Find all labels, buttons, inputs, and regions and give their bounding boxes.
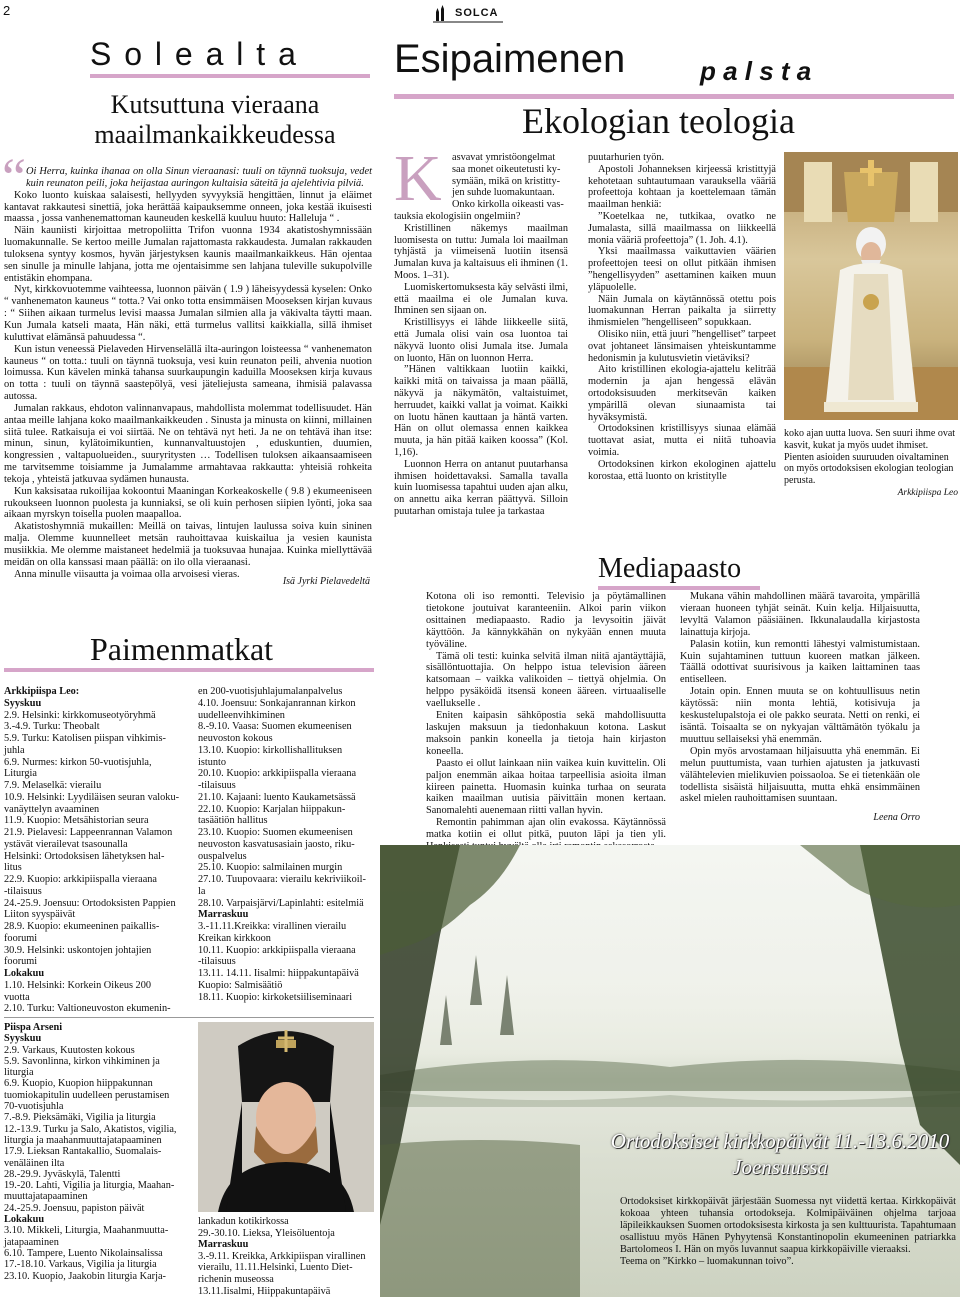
solealta-signature: Isä Jyrki Pielavedeltä xyxy=(282,576,370,587)
quote-mark-icon: “ xyxy=(2,147,26,207)
schedule-entry: 21.9. Pielavesi: Lappeenrannan Valamon xyxy=(4,827,173,838)
solealta-paragraph: Näin kauniisti kirjoittaa metropoliitta Trifon vuonna 1934 akatistoshymnissään luomakunnalle. Se kertoo meille Jumalan rajattomasta rakkaudesta. Jumalan rakkauden tuloksena syntyy kosmos, hyvän järjestyksen kaunis maailmankaikkeus. Hän ojentaa sen sinulle ja minulle lahjana, jotta me ojentaisimme sen lahjana tuleville sukupolville entistäkin ehompana. xyxy=(4,225,372,284)
kirkkopaivat-text: Ortodoksiset kirkkopäivät järjestään Suomessa nyt viidettä kertaa. Kirkkopäivät kokoaa yhteen tuhansia ortodokseja. Kolmipäiväinen ohjelma tarjoaa läpileikkauksen Suomen ortodoksisesta kirkosta ja sen kulttuurista. Tapahtumaan osallistuu myös Hänen Pyhyytensä Konstantinopolin ekumeeninen patriarkka Bartolomeos I. Hän on myös luvannut saapua kirkkopäiville vieraaksi. Teema on ”Kirkko – luomakunnan toivo”. xyxy=(620,1196,956,1267)
schedule-entry: Liturgia xyxy=(4,768,37,780)
schedule-entry: 27.10. Tuupovaara: vierailu kekriviikoil- xyxy=(198,874,366,885)
schedule-entry: liturgia xyxy=(4,1067,34,1079)
schedule-entry: 3.-9.11. Kreikka, Arkkipiispan virallinen xyxy=(198,1250,366,1262)
paimenmatkat-title: Paimenmatkat xyxy=(90,631,274,667)
drop-cap: K xyxy=(394,142,442,215)
schedule-entry: 5.9. Savonlinna, kirkon vihkiminen ja xyxy=(4,1055,160,1067)
schedule-entry: 19.-20. Lahti, Vigilia ja liturgia, Maahan- xyxy=(4,1180,175,1192)
schedule-entry: 30.9. Helsinki: uskontojen johtajien xyxy=(4,944,152,956)
schedule-entry: tasäätiön hallitus xyxy=(198,815,268,827)
schedule-entry: muuttajatapaaminen xyxy=(4,1191,88,1203)
schedule-entry: 6.10. Tampere, Luento Nikolainsalissa xyxy=(4,1247,163,1259)
schedule-entry: 28.9. Kuopio: ekumeeninen paikallis- xyxy=(4,921,160,932)
schedule-entry: Lokakuu xyxy=(4,968,45,979)
schedule-entry: 13.11. 14.11. Iisalmi: hiippakuntapäivä xyxy=(198,968,359,979)
schedule-entry: 24.-25.9. Joensuu: Ortodoksisten Pappien xyxy=(4,897,176,909)
schedule-entry: 24.-25.9. Joensuu, papiston päivät xyxy=(4,1202,145,1214)
solealta-body xyxy=(4,166,372,581)
schedule-entry: uudelleenvihkiminen xyxy=(198,709,285,721)
solealta-paragraph: Anna minulle viisautta ja voimaa olla arvoisesi vieras. xyxy=(14,568,240,580)
bishop-arseni-photo xyxy=(198,1022,374,1212)
schedule-entry: istunto xyxy=(198,756,227,768)
schedule-entry: 3.-11.11.Kreikka: virallinen vierailu xyxy=(198,921,347,932)
solealta-intro: Oi Herra, kuinka ihanaa on olla Sinun vieraanasi: tuuli on täynnä tuoksuja, vedet kuin reunaton peili, joka heijastaa auringon kultaisia säteitä ja ajelehtivia pilviä. xyxy=(26,166,372,189)
schedule-entry: 8.-9.10. Vaasa: Suomen ekumeenisen xyxy=(198,721,352,733)
schedule-entry: -tilaisuus xyxy=(198,956,236,968)
schedule-entry: Kreikan kirkkoon xyxy=(198,932,271,944)
schedule-entry: 70-vuotisjuhla xyxy=(4,1101,64,1113)
schedule-entry: foorumi xyxy=(4,956,38,968)
solealta-paragraph: Jumalan rakkaus, ehdoton valinnanvapaus, mahdollista molemmat todellisuudet. Hän antaa meille lahjana koko maailmankaikkeuden . Sinusta ja minusta on kiinni, millainen siitä tulee. Ratkaisuja ei voi siirtää. Ne on tehtävä nyt heti. Ja ne on tehtävä ihan itse: minun, sinun, kylätoimikuntien, kunnanvaltuustojen , eduskuntien, duumien, kongressien , valtapuolueiden., suuryritysten … Todellisen tuloksen aikaansaamiseen me tarvitsemme toisiamme ja Jumalamme armahtavaa rakkautta: yhteisiä rohkeita tekoja , yhteistä jatkuvaa sydämen hunausta. xyxy=(4,402,372,485)
schedule-entry: richenin museossa xyxy=(198,1273,274,1285)
schedule-entry: 3.10. Mikkeli, Liturgia, Maahanmuutta- xyxy=(4,1225,169,1237)
mediapaasto-signature: Leena Orro xyxy=(873,812,920,823)
schedule-entry: vuotta xyxy=(4,991,30,1003)
schedule-entry: 3.-4.9. Turku: Theobalt xyxy=(4,721,100,733)
schedule-entry: juhla xyxy=(4,744,25,756)
mediapaasto-title: Mediapaasto xyxy=(598,553,742,584)
schedule-entry: 13.10. Kuopio: kirkollishallituksen xyxy=(198,744,343,756)
paimenmatkat-rule xyxy=(4,668,374,672)
schedule-entry: 2.9. Varkaus, Kuutosten kokous xyxy=(4,1044,135,1056)
schedule-entry: Liiton syyspäivät xyxy=(4,909,76,921)
schedule-entry: ouspalvelus xyxy=(198,850,247,862)
schedule-entry: venäläinen ilta xyxy=(4,1157,65,1169)
schedule-entry: 5.9. Turku: Katolisen piispan vihkimis- xyxy=(4,733,166,744)
esipaimenen-rule xyxy=(394,94,954,99)
esipaimenen-title: Esipaimenen xyxy=(394,37,626,81)
schedule-entry: Helsinki: Ortodoksisen lähetyksen hal- xyxy=(4,850,165,862)
page-number: 2 xyxy=(3,3,11,18)
schedule-entry: -tilaisuus xyxy=(198,780,236,791)
schedule-entry: litus xyxy=(4,862,22,874)
schedule-entry: neuvoston kokous xyxy=(198,733,273,744)
schedule-entry: 2.9. Helsinki: kirkkomuseotyöryhmä xyxy=(4,709,156,721)
schedule-entry: en 200-vuotisjuhlajumalanpalvelus xyxy=(198,686,343,697)
schedule-entry: lankadun kotikirkossa xyxy=(198,1216,289,1227)
paimenmatkat-col2 xyxy=(198,686,374,1003)
schedule-entry: Piispa Arseni xyxy=(4,1022,63,1033)
schedule-entry: 17.-18.10. Varkaus, Vigilia ja liturgia xyxy=(4,1259,157,1271)
mediapaasto-rule xyxy=(598,586,760,590)
paimenmatkat-col1 xyxy=(4,686,180,1015)
schedule-entry: Syyskuu xyxy=(4,697,42,709)
schedule-entry: 2.10. Turku: Valtioneuvoston ekumenin- xyxy=(4,1003,171,1015)
archbishop-leo-photo xyxy=(784,152,958,420)
schedule-entry: 29.-30.10. Lieksa, Yleisöluentoja xyxy=(198,1227,335,1239)
schedule-entry: 25.10. Kuopio: salmilainen murgin xyxy=(198,862,343,874)
schedule-entry: tuomiokapitulin uudelleen perustamisen xyxy=(4,1089,170,1101)
schedule-entry: liturgia ja maahanmuuttajatapaaminen xyxy=(4,1134,162,1146)
schedule-entry: Marraskuu xyxy=(198,909,249,921)
schedule-entry: 10.11. Kuopio: arkkipiispalla vieraana xyxy=(198,944,356,956)
schedule-entry: Lokakuu xyxy=(4,1214,45,1226)
paimenmatkat-divider xyxy=(4,1017,374,1018)
masthead-logo: SOLCA xyxy=(433,4,503,24)
schedule-entry: neuvoston kasvatusasiain jaosto, riku- xyxy=(198,838,355,850)
schedule-entry: ystävät vierailevat tsasounalla xyxy=(4,838,128,850)
solealta-rule xyxy=(90,74,370,78)
schedule-entry: 17.9. Lieksan Rantakallio, Suomalais- xyxy=(4,1146,162,1158)
solealta-paragraph: Koko luonto kuiskaa salaisesti, hellyyden syvyyksiä hengittäen, linnut ja eläimet kantavat rakkautesi sinettiä, joka herättää kaipauksemme onneen, joka kestää ikuisesti maassa , jossa vanhenemattoman kauneuden keskellä kuuluu huuto: Halleluja “ . xyxy=(4,189,372,225)
schedule-entry: 6.9. Kuopio, Kuopion hiippakunnan xyxy=(4,1078,153,1090)
arseni-col1 xyxy=(4,1022,180,1282)
schedule-entry: 23.10. Kuopio, Jaakobin liturgia Karja- xyxy=(4,1270,166,1282)
schedule-entry: 6.9. Nurmes: kirkon 50-vuotisjuhla, xyxy=(4,756,152,768)
mediapaasto-col2: Mukana vähin mahdollinen määrä tavaroita, ympärillä vieraan huoneen tyhjät seinät. Kuin kelja. Hiljaisuutta, levyltä Valamon pääsiäinen. Ikkunalaudalla kirjastosta lainattuja kirjoja. Palasin kotiin, kun remontti lähestyi valmistumistaan. Kuin sujahtaminen tuttuun kuoreen matkan jälkeen. Täällä odottivat suurisivous ja kaiken laittaminen taas entiselleen. Jotain opin. Ennen muuta se on kohtuullisuus netin käytössä: niin monta lehtiä, kotisivuja ja keskustelupalstoja ei ole pakko seurata. Netti on renki, ei isäntä. Toisaalta se on nykyajan välttämätön työkalu ja muuttuu sellaiseksi yhä enemmän. Opin myös arvostamaan hiljaisuutta yhä enemmän. Ei melun puuttumista, vaan turhien ajatusten ja jatkuvasti välähtelevien mielikuvien poissaoloa. Se ei tietenkään ole todellista sisäistä hiljaisuutta, mutta ehkä ensimmäinen askel mielen rauhoittamisen suuntaan. xyxy=(680,591,920,805)
solealta-paragraph: Akatistoshymniä mukaillen: Meillä on taivas, lintujen laulussa soiva kuin sininen malja. Olemme kuunnelleet metsän rauhoittavaa kuiskailua ja vesien kaunista musiikkia. Me olemme maistaneet hedelmiä ja tuoksuvaa hunajaa. Kuinka miellyttävää meidän on olla kanssasi maan päällä: on ilo olla vieraanasi. xyxy=(4,521,372,568)
esipaimenen-col2: puutarhurien työn. Apostoli Johanneksen kirjeessä kristittyjä kehotetaan suhtautumaan varauksella vääriä profeettoja kohtaan ja koettelemaan tämän maailman henkiä: ”Koetelkaa ne, tutkikaa, ovatko ne Jumalasta, sillä maailmassa on liikkeellä monia vääriä profeettoja” (1. Joh. 4.1). Yksi maailmassa vaikuttavien väärien profeettojen teesi on ollut pitkään ihmisen ”hengellisyyden” asettaminen kaiken muun yläpuolelle. Näin Jumala on käytännössä otettu pois luomakunnan Herran paikalta ja siirretty ihmismielen ”hengelliseen” sopukkaan. Olisiko niin, että juuri ”hengelliset” tarpeet ovat johtaneet länsimaisen yhteiskuntamme hedonismin ja kulutusvietin vietäviksi? Aito kristillinen ekologia-ajattelu keliträä modernin ja ajan hengessä elävän ortodoksisuuden merkitsevän kaiken ympärillä olevan siunaamista tai hyväksymistä. Ortodoksinen kristillisyys siunaa elämää tuottavat asiat, mutta ei niitä tuhoavia voimia. Ortodoksinen kirkon ekologinen ajattelu korostaa, että luonto on kristitylle xyxy=(588,152,776,482)
kirkkopaivat-heading: Ortodoksiset kirkkopäivät 11.-13.6.2010 Joensuussa xyxy=(610,1129,950,1179)
schedule-entry: vanäyttelyn avaaminen xyxy=(4,803,100,815)
schedule-entry: 21.10. Kajaani: luento Kaukametsässä xyxy=(198,791,356,803)
photo-caption: koko ajan uutta luova. Sen suuri ihme ovat kasvit, kukat ja myös uudet ihmiset. Pienten asioiden suuruuden oivaltaminen on myös ortodoksisen ekologian teologian perusta. xyxy=(784,428,956,487)
schedule-entry: Kuopio: Salmisäätiö xyxy=(198,979,283,991)
solealta-paragraph: Nyt, kirkkovuotemme vaihteessa, luonnon päivän ( 1.9 ) läheisyydessä kyselen: Onko “ vanhenematon kauneus “ totta.? Vai onko totta ensimmäisen Mooseksen kirjan kuvaus : “ Siihen aikaan turmelus levisi maassa Jumalan silmien alla ja väkivalta täytti maan. Kun Jumala katseli maata, Hän näki, että turmelus vallitsi kaikkialla, sillä ihmiset kuluttivat elämänsä pahuudessa “. xyxy=(4,284,372,343)
schedule-entry: 13.11.Iisalmi, Hiippakuntapäivä xyxy=(198,1285,331,1297)
solealta-paragraph: Kun istun veneessä Pielaveden Hirvenselällä ilta-auringon loisteessa “ vanhenematon kauneus “ on totta.: tuuli on täynnä tuoksuja, vesi kuin reunaton peili, ahvenia nuotion loimussa. Kun kävelen minkä tahansa suurkaupungin kaduilla Mooseksen kirja kuvaus on totta : tuuli on täynnä saastepölyä, vesi jäteliejusta sameana, ihmisiä palavassa autossa. xyxy=(4,343,372,403)
schedule-entry: 28.10. Varpaisjärvi/Lapinlahti: esitelmiä xyxy=(198,897,364,909)
schedule-entry: 22.10. Kuopio: Karjalan hiippakun- xyxy=(198,803,346,815)
solealta-paragraph: Kun kaksisataa rukoilijaa kokoontui Maaningan Korkeakoskelle ( 9.8 ) ekumeeniseen rukoukseen luonnon puolesta ja kunniaksi, se oli kuin perhosen siipien lyönti, joka saa aikaan myrskyn toisella puolen maapalloa. xyxy=(4,485,372,521)
schedule-entry: foorumi xyxy=(4,932,38,944)
mediapaasto-col1: Kotona oli iso remontti. Televisio ja pöytämallinen tietokone joutuivat karanteeniin. Alkoi parin viikon osittainen mediapaasto. Radio ja levysoitin jäivät käyttöön. Ja kännykkähän on nykyään ennen muuta työväline. Tämä oli testi: kuinka selvitä ilman niitä ajantäyttäjiä, sisällöntuottajia. On helppo istua television ääreen katsomaan – vaikka valikoiden – tiettyä ohjelmia. On helppo pysäköidä itsensä koneen ääreen. virtuaaliselle vaellukselle . Eniten kaipasin sähköpostia sekä mahdollisuutta laskujen maksuun ja tiedonhakuun kotona. Laskut maksoin pankin koneella ja tietoja hain kirjaston koneella. Paasto ei ollut lainkaan niin vaikea kuin kuvittelin. Oli paljon enemmän aikaa hoitaa tarpeellisia asioita ilman kiireen painetta. Huomasin kuinka turhaa on seurata kaiken maailman uutisia päivittäin monen kertaan. Sanomalehti auenemaan riitti vallan hyvin. Remontin pahimman ajan olin evakossa. Käytännössä matka kotiin ei ollut pitkä, puuton läpi ja tien yli. xyxy=(426,591,666,841)
schedule-entry: 7.-8.9. Pieksämäki, Vigilia ja liturgia xyxy=(4,1112,156,1124)
schedule-entry: 18.11. Kuopio: kirkoketsiiliseminaari xyxy=(198,991,353,1003)
arseni-col2 xyxy=(198,1216,374,1297)
schedule-entry: 10.9. Helsinki: Lyydiläisen seuran valoku- xyxy=(4,791,180,803)
schedule-entry: la xyxy=(198,885,206,897)
esipaimenen-subtitle: Ekologian teologia xyxy=(522,101,795,141)
schedule-entry: 20.10. Kuopio: arkkipiispalla vieraana xyxy=(198,768,357,780)
solealta-headline: Kutsuttuna vieraana maailmankaikkeudessa xyxy=(94,90,336,149)
esipaimenen-col1: asvavat ymristöongelmat saa monet oikeutetusti ky- symään, mikä on kristitty- jen suhde luomakuntaan. Onko kirkolla oikeasti vas- tauksia ekologisiin ongelmiin? Kristillinen näkemys maailman luomisesta on tuttu: Jumala loi maailman tyhjästä ja viimeisenä luotiin itsensä Jumalan kuva ja kaltaisuus eli ihminen (1. Moos. 1–31). Luomiskertomuksesta käy selvästi ilmi, että maailma ei ole Jumalan kuva. Ihminen sen sijaan on. Kristillisyys ei lähde liikkeelle siitä, että Jumala olisi vain osa luontoa tai näkyvä luonto olisi Jumala itse. Jumala on luonto, Hän on luonnon Herra. ”Hänen valtikkaan luotiin kaikki, kaikki mitä on taivaissa ja maan päällä, näkyvä ja näkymätön, valtaistuimet, herruudet, kaikki vallat ja voimat. Kaikki on luotu hänen kauttaan ja häntä varten. Hän on ollut olemassa ennen kaikkea muuta, ja hän pitää kaiken koossa” (Kol. 1,16). Luonnon Herra on antanut puutarhansa ihmisen hoidettavaksi. Samalla tavalla kuin luomisessa tapahtui uuden ajan alku, on annettu aika kerran päättyvä. Silloin puutarhan omistaja tulee ja tarkastaa xyxy=(394,152,568,517)
schedule-entry: Syyskuu xyxy=(4,1033,42,1045)
schedule-entry: Marraskuu xyxy=(198,1239,249,1251)
palsta-label: p a l s t a xyxy=(700,56,812,86)
schedule-entry: 23.10. Kuopio: Suomen ekumeenisen xyxy=(198,827,353,838)
schedule-entry: 28.-29.9. Jyväskylä, Talentti xyxy=(4,1168,121,1180)
schedule-entry: Arkkipiispa Leo: xyxy=(4,686,80,697)
schedule-entry: vierailu, 11.11.Helsinki, Luento Diet- xyxy=(198,1262,353,1274)
schedule-entry: 11.9. Kuopio: Metsähistorian seura xyxy=(4,815,149,827)
schedule-entry: jatapaaminen xyxy=(4,1236,59,1248)
schedule-entry: 4.10. Joensuu: Sonkajanrannan kirkon xyxy=(198,697,356,709)
solealta-section-title: S o l e a l t a xyxy=(90,36,298,72)
schedule-entry: 1.10. Helsinki: Korkein Oikeus 200 xyxy=(4,979,152,991)
schedule-entry: 7.9. Melaselkä: vierailu xyxy=(4,780,102,791)
caption-credit: Arkkipiispa Leo xyxy=(897,488,958,498)
schedule-entry: 22.9. Kuopio: arkkipiispalla vieraana xyxy=(4,874,157,885)
schedule-entry: -tilaisuus xyxy=(4,885,42,897)
schedule-entry: 12.-13.9. Turku ja Salo, Akatistos, vigilia, xyxy=(4,1123,177,1135)
